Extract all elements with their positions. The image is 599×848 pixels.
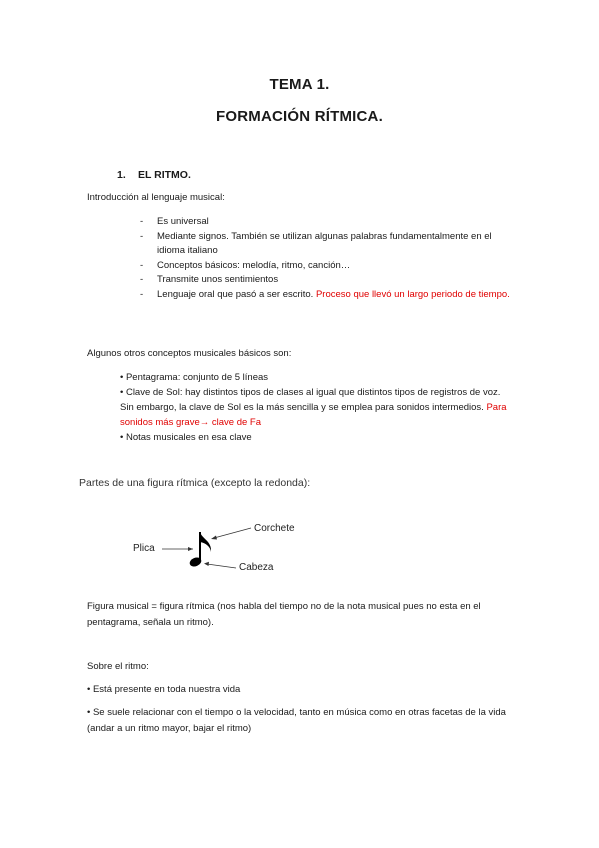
dash-marker: - [140, 230, 144, 242]
rhythm-point: • Se suele relacionar con el tiempo o la velocidad, tanto en música como en otras facetas de la vida (andar a un ritmo mayor, bajar el ritmo) [87, 707, 506, 734]
section-number: 1. [117, 169, 126, 181]
list-item-text: • Pentagrama: conjunto de 5 líneas [120, 372, 269, 383]
intro-paragraph: Introducción al lenguaje musical: [87, 192, 225, 203]
section-title: EL RITMO. [138, 169, 191, 181]
list-item-text: Lenguaje oral que pasó a ser escrito. [157, 288, 314, 300]
note-figure [120, 512, 320, 582]
list-item-text: Conceptos básicos: melodía, ritmo, canción… [157, 259, 351, 271]
section-heading [117, 169, 191, 181]
list-item [120, 385, 515, 430]
document-subtitle: FORMACIÓN RÍTMICA. [216, 108, 383, 125]
intro-list [140, 215, 520, 302]
highlight-text: Proceso que llevó un largo periodo de tiempo. [315, 288, 510, 300]
list-item-text: Es universal [157, 216, 209, 227]
figure-caption: Partes de una figura rítmica (excepto la redonda): [79, 477, 311, 489]
list-item [140, 230, 520, 259]
list-item [140, 288, 520, 303]
dash-marker: - [140, 274, 144, 285]
rhythm-point: • Está presente en toda nuestra vida [87, 684, 241, 695]
list-item [140, 259, 520, 274]
rhythm-intro: Sobre el ritmo: [87, 661, 149, 672]
cabeza-label: Cabeza [239, 562, 274, 573]
list-item [140, 215, 520, 230]
concepts-intro: Algunos otros conceptos musicales básicos son: [87, 348, 292, 359]
dash-marker: - [140, 216, 144, 227]
dash-marker: - [140, 288, 144, 300]
document-title: TEMA 1. [269, 76, 330, 93]
list-item-text: Mediante signos. También se utilizan algunas palabras fundamentalmente en el idioma italiano [157, 230, 492, 256]
list-item [120, 430, 515, 445]
highlight-text: Para sonidos más grave→ clave de Fa [120, 402, 507, 428]
list-item-text: • Notas musicales en esa clave [120, 432, 252, 443]
definition-paragraph: Figura musical = figura rítmica (nos habla del tiempo no de la nota musical pues no esta en el pentagrama, señala un ritmo). [87, 601, 481, 628]
corchete-label: Corchete [254, 523, 295, 534]
list-item [140, 273, 520, 288]
eighth-note-icon [120, 512, 320, 582]
list-item [120, 370, 515, 385]
list-item-text: Transmite unos sentimientos [157, 274, 279, 285]
dash-marker: - [140, 259, 144, 271]
list-item-text: • Clave de Sol: hay distintos tipos de clases al igual que distintos tipos de registros de voz. Sin embargo, la clave de Sol es la más sencilla y se emplea para sonidos intermedios. [120, 387, 501, 413]
concepts-list [120, 370, 515, 445]
plica-label: Plica [133, 543, 155, 554]
